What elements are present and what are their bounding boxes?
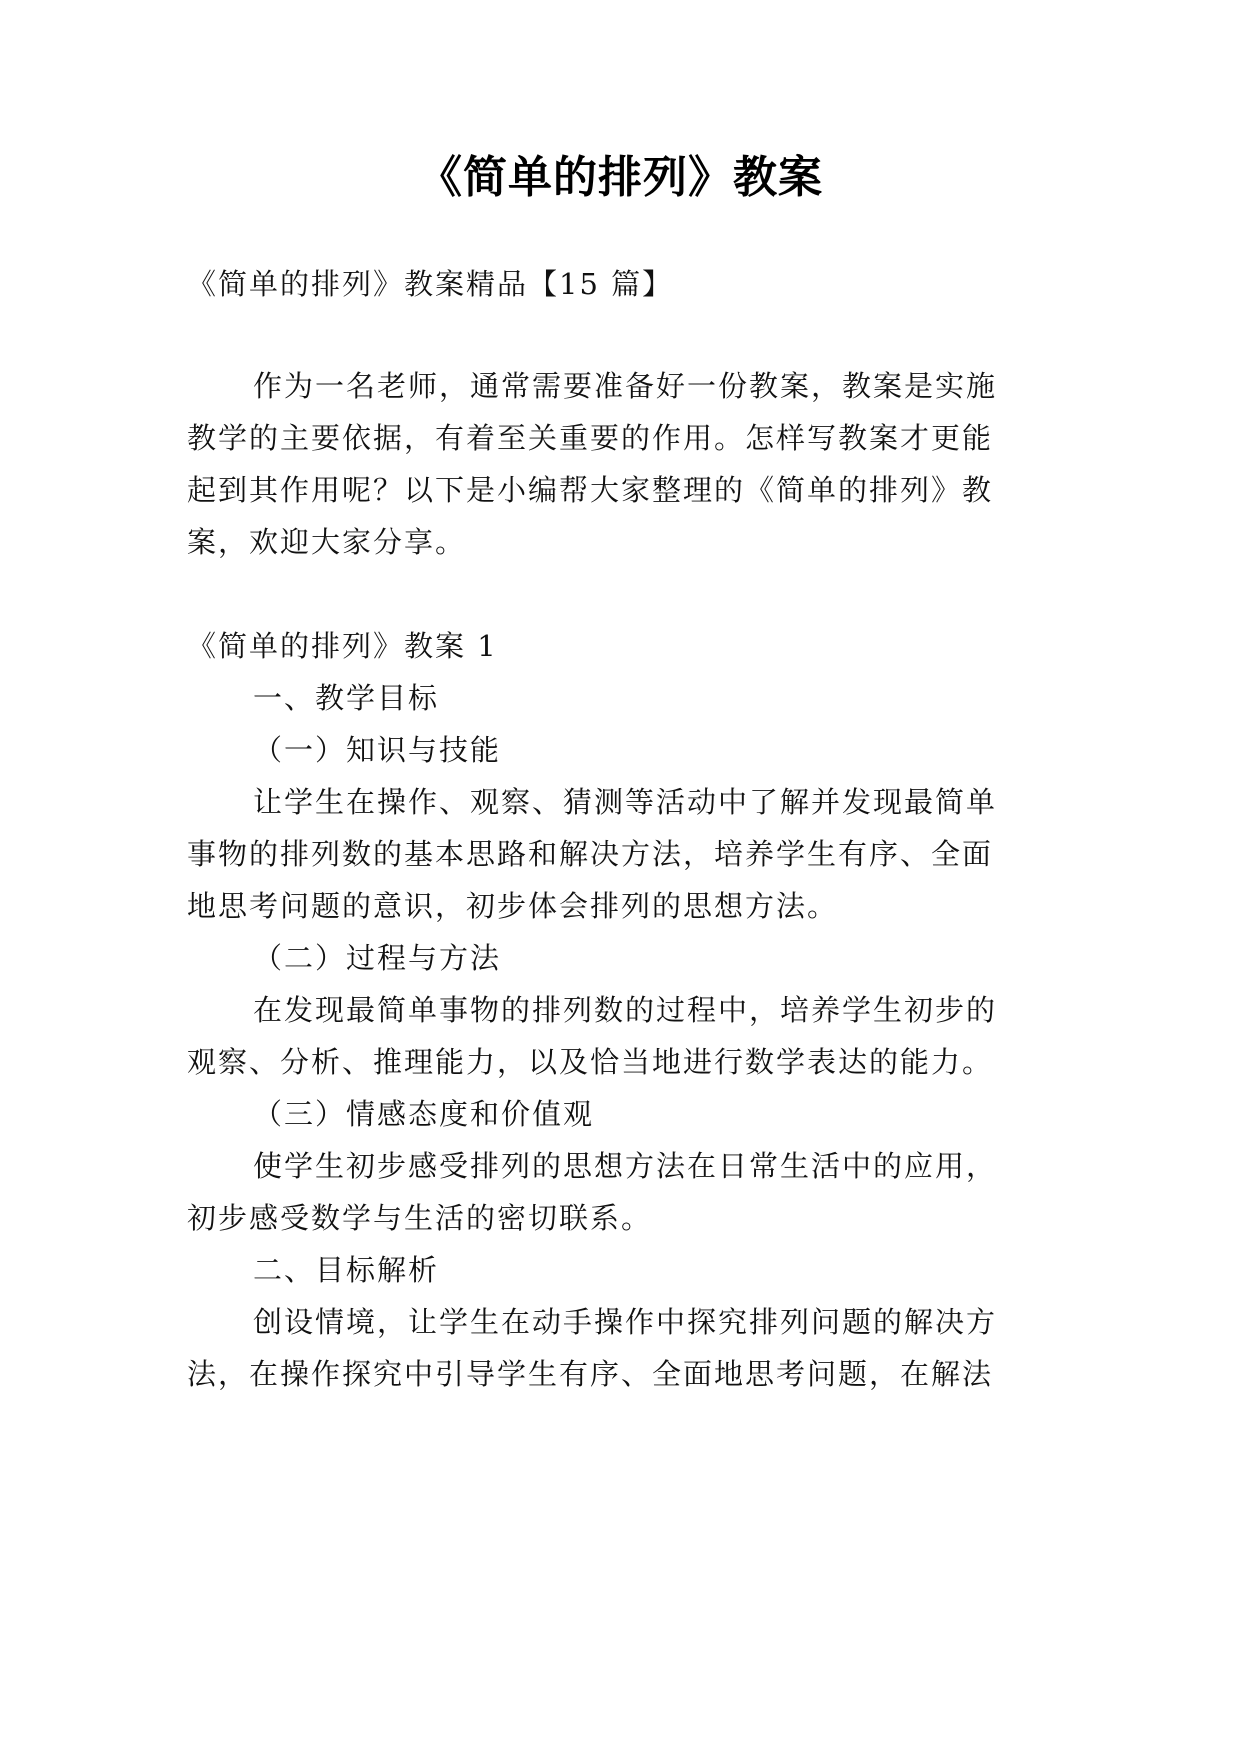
paragraph-line: 观察、分析、推理能力，以及恰当地进行数学表达的能力。 [187, 1045, 994, 1079]
subtitle-line: 《简单的排列》教案精品【15 篇】 [187, 267, 674, 301]
paragraph-line: 让学生在操作、观察、猜测等活动中了解并发现最简单 [253, 785, 998, 819]
subsection-heading: （三）情感态度和价值观 [253, 1097, 595, 1131]
paragraph-line: 作为一名老师，通常需要准备好一份教案，教案是实施 [253, 369, 998, 403]
section-heading: 一、教学目标 [253, 681, 440, 715]
section-heading: 《简单的排列》教案 1 [187, 629, 498, 663]
paragraph-line: 地思考问题的意识，初步体会排列的思想方法。 [187, 889, 839, 923]
subsection-heading: （二）过程与方法 [253, 941, 502, 975]
paragraph-line: 教学的主要依据，有着至关重要的作用。怎样写教案才更能 [187, 421, 994, 455]
paragraph-line: 在发现最简单事物的排列数的过程中，培养学生初步的 [253, 993, 998, 1027]
subsection-heading: （一）知识与技能 [253, 733, 502, 767]
paragraph-line: 起到其作用呢？以下是小编帮大家整理的《简单的排列》教 [187, 473, 994, 507]
document-title: 《简单的排列》教案 [418, 152, 823, 203]
paragraph-line: 事物的排列数的基本思路和解决方法，培养学生有序、全面 [187, 837, 994, 871]
paragraph-line: 案，欢迎大家分享。 [187, 525, 467, 559]
paragraph-line: 创设情境，让学生在动手操作中探究排列问题的解决方 [253, 1305, 998, 1339]
paragraph-line: 法，在操作探究中引导学生有序、全面地思考问题，在解法 [187, 1357, 994, 1391]
paragraph-line: 使学生初步感受排列的思想方法在日常生活中的应用， [253, 1149, 998, 1183]
paragraph-line: 初步感受数学与生活的密切联系。 [187, 1201, 653, 1235]
section-heading: 二、目标解析 [253, 1253, 440, 1287]
